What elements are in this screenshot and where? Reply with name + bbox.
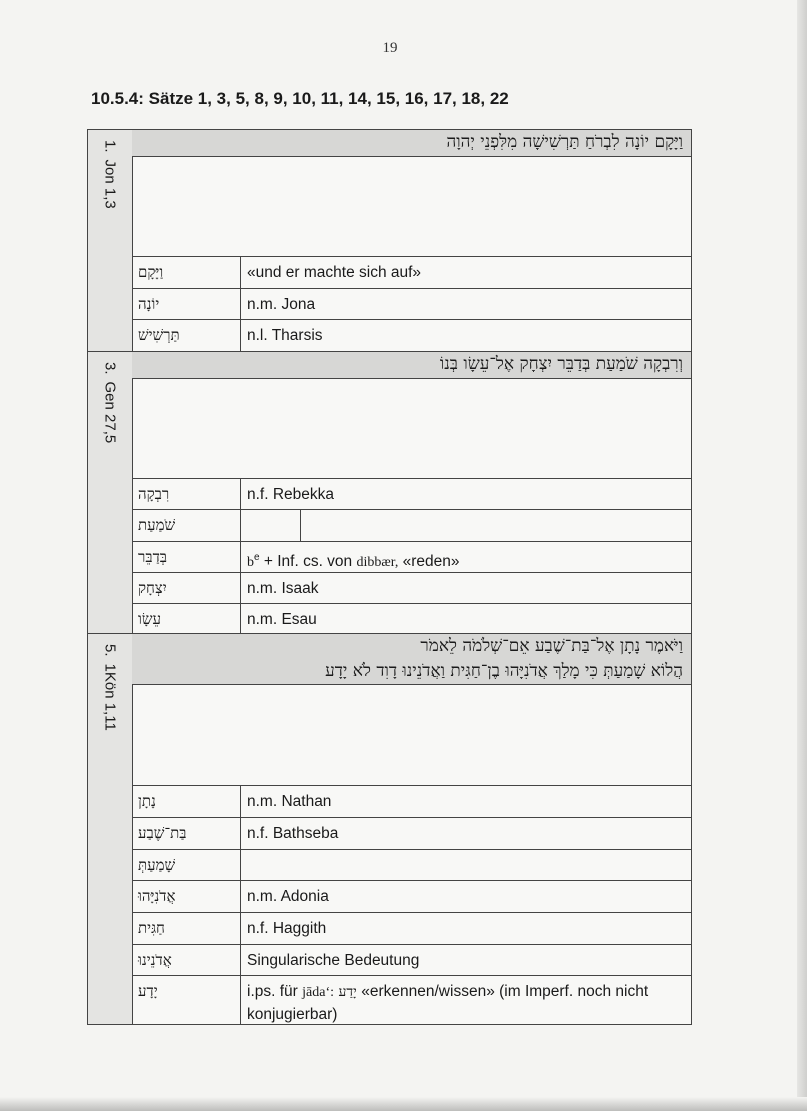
verse-line: הֲלוֹא שָׁמַעַתְּ כִּי מָלַךְ אֲדֹנִיָּהוּ בֶן־חַגִּית וַאֲדֹנֵינוּ דָוִד לֹא יָדָע — [325, 661, 683, 681]
verse-reference — [102, 140, 119, 216]
vocab-row — [132, 320, 691, 351]
vocab-gloss: n.m. Esau — [247, 611, 317, 628]
verse-line: וְרִבְקָה שֹׁמַעַת בְּדַבֵּר יִצְחָק אֶל־עֵשָׂו בְּנוֹ — [439, 354, 683, 374]
sentence-block-5 — [87, 633, 692, 1025]
vocab-gloss: n.f. Haggith — [247, 920, 327, 937]
vocab-row — [132, 881, 691, 913]
reference-column — [88, 352, 133, 633]
vocab-row — [132, 542, 691, 573]
vocab-gloss: Singularische Bedeutung — [247, 952, 420, 969]
page-edge-shadow — [797, 0, 807, 1111]
vocab-gloss — [242, 542, 691, 572]
vocab-row — [132, 510, 691, 542]
reference-text: 1Kön 1,11 — [101, 663, 119, 731]
sentence-number: 3. — [101, 362, 119, 375]
gloss-end: «reden» — [398, 553, 460, 571]
gloss-superscript: e — [254, 552, 260, 563]
vocab-hebrew: אֲדֹנֵינוּ — [132, 945, 241, 975]
vocab-row — [132, 573, 691, 604]
vocab-row — [132, 289, 691, 320]
empty-subcell — [242, 510, 301, 541]
hebrew-verse — [132, 130, 691, 157]
vocab-hebrew: עֵשָׂו — [132, 604, 241, 633]
gloss-pre: i.ps. für — [247, 983, 303, 1000]
translation-area — [132, 156, 691, 257]
vocab-hebrew: תַּרְשִׁישׁ — [132, 320, 241, 351]
page-number: 19 — [382, 40, 398, 56]
hebrew-verse — [132, 352, 691, 379]
vocab-row — [132, 786, 691, 818]
vocab-gloss: n.m. Jona — [247, 296, 316, 313]
vocab-gloss — [242, 976, 691, 1024]
section-heading: 10.5.4: Sätze 1, 3, 5, 8, 9, 10, 11, 14, 15, 16, 17, 18, 22 — [91, 89, 509, 108]
vocab-gloss: n.m. Nathan — [247, 793, 332, 810]
gloss-mid: + Inf. cs. von — [259, 553, 357, 571]
scan-bottom-shadow — [0, 1097, 807, 1111]
translation-area — [132, 378, 691, 479]
vocab-row — [132, 976, 691, 1024]
vocab-row — [132, 945, 691, 976]
vocab-hebrew: בַּת־שֶׁבַע — [132, 818, 241, 849]
vocab-hebrew: נָתָן — [132, 786, 241, 817]
reference-text: Gen 27,5 — [101, 381, 119, 444]
verse-line: וַיֹּאמֶר נָתָן אֶל־בַּת־שֶׁבַע אֵם־שְׁלֹמֹה לֵאמֹר — [420, 636, 683, 656]
vocab-hebrew: חַגִּית — [132, 913, 241, 944]
sentence-block-3 — [87, 351, 692, 634]
vocab-gloss: n.m. Isaak — [247, 580, 319, 597]
sentence-number: 1. — [101, 140, 119, 153]
reference-column — [88, 130, 133, 351]
translation-area — [132, 684, 691, 786]
vocab-row — [132, 479, 691, 510]
vocab-hebrew: וַיָּקָם — [132, 257, 241, 288]
vocab-row — [132, 818, 691, 850]
gloss-end: «erkennen/wissen» (im Imperf. noch nicht konjugierbar) — [247, 983, 649, 1023]
vocab-gloss: «und er machte sich auf» — [247, 264, 422, 281]
vocab-gloss: n.f. Bathseba — [247, 825, 339, 842]
verse-reference — [102, 644, 119, 738]
vocab-hebrew: בְּדַבֵּר — [132, 542, 241, 572]
vocab-hebrew: רִבְקָה — [132, 479, 241, 509]
gloss-hebrew: יָדַע — [334, 984, 362, 1000]
vocab-hebrew: יִצְחָק — [132, 573, 241, 603]
sentence-block-1 — [87, 129, 692, 352]
vocab-hebrew: יָדָע — [132, 976, 241, 1024]
sentence-number: 5. — [101, 644, 119, 657]
gloss-term: dibbær, — [356, 555, 399, 571]
vocab-row — [132, 604, 691, 633]
vocab-gloss: n.m. Adonia — [247, 888, 329, 905]
reference-column — [88, 634, 133, 1024]
vocab-hebrew: שֹׁמַעַת — [132, 510, 241, 541]
vocab-hebrew: יוֹנָה — [132, 289, 241, 319]
vocab-gloss: n.l. Tharsis — [247, 327, 323, 344]
gloss-term: jāda‘: — [302, 985, 335, 1000]
verse-line: וַיָּקָם יוֹנָה לִבְרֹחַ תַּרְשִׁישָׁה מִלִּפְנֵי יְהוָה — [446, 132, 683, 152]
vocab-hebrew: שָׁמַעַתְּ — [132, 850, 241, 880]
vocab-row — [132, 913, 691, 945]
vocab-gloss: n.f. Rebekka — [247, 486, 335, 503]
reference-text: Jon 1,3 — [101, 159, 119, 209]
vocab-hebrew: אֲדֹנִיָּהוּ — [132, 881, 241, 912]
verse-reference — [102, 362, 119, 450]
vocab-row — [132, 257, 691, 289]
gloss-letter: b — [247, 555, 254, 571]
hebrew-verse — [132, 634, 691, 685]
vocab-row — [132, 850, 691, 881]
